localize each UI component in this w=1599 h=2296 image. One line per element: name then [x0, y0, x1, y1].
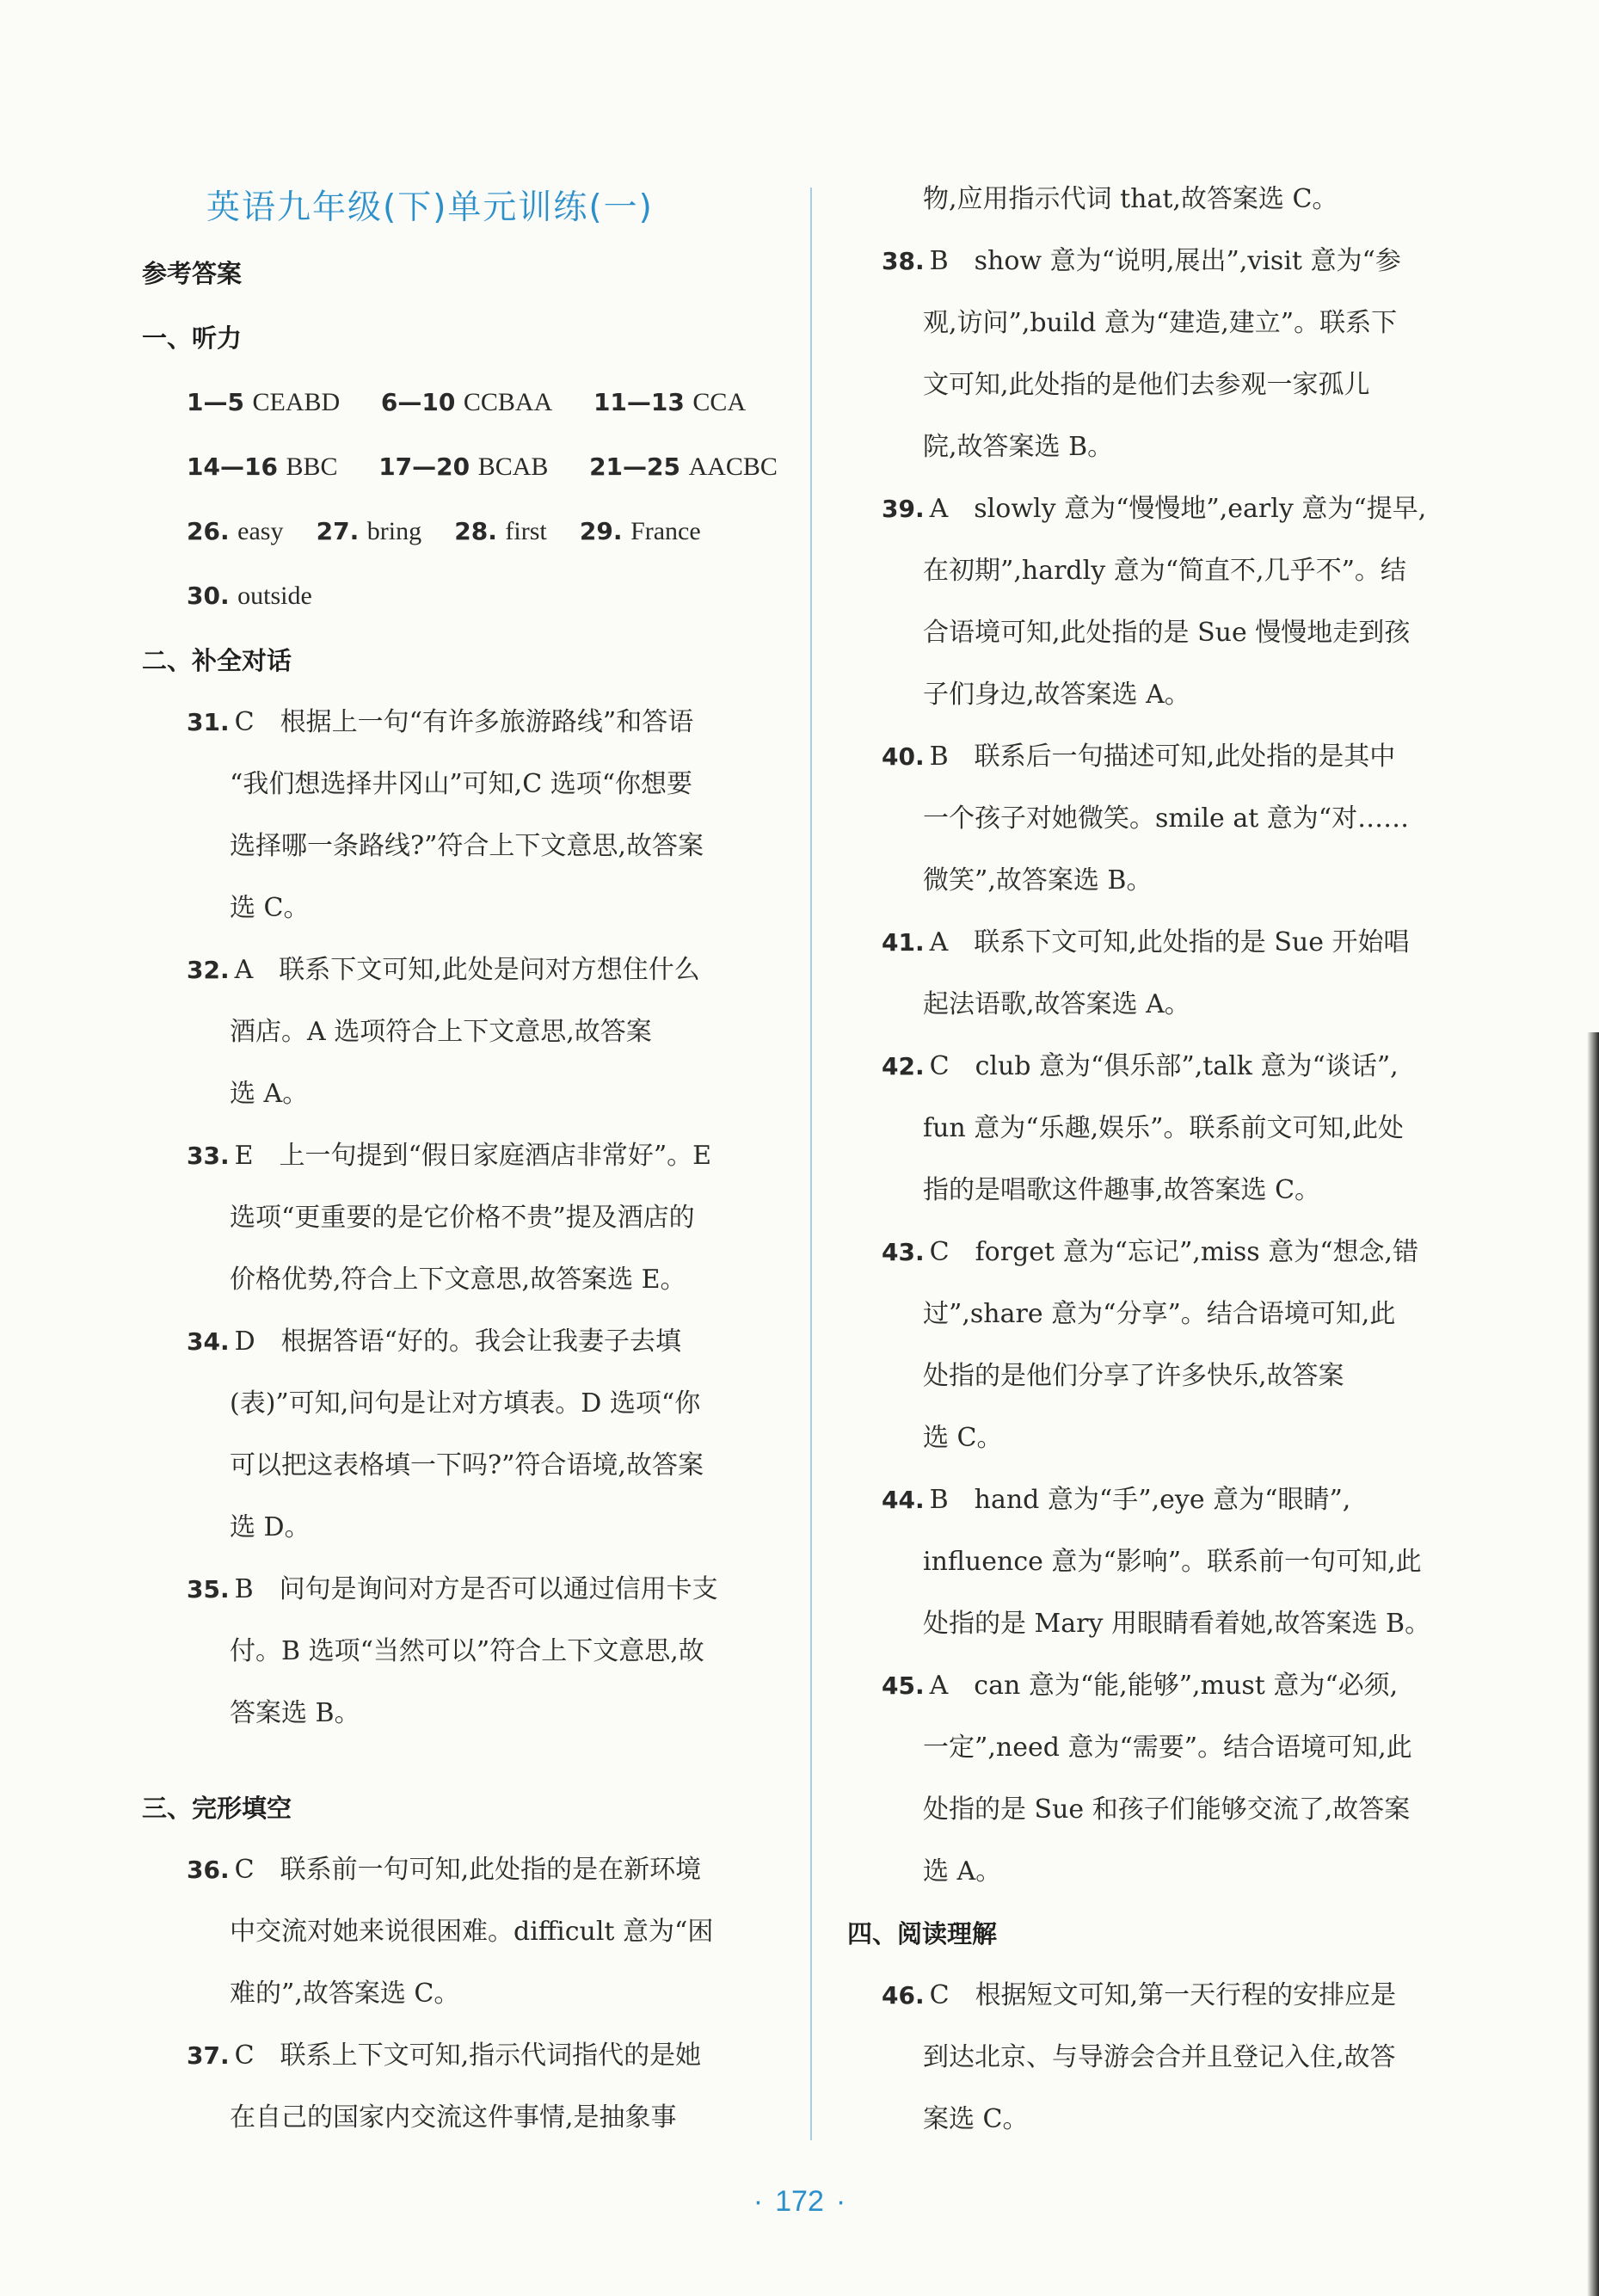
answer-text: B 问句是询问对方是否可以通过信用卡支 [234, 1574, 718, 1604]
question-number: 36. [187, 1856, 230, 1884]
question-number: 39. [882, 495, 925, 523]
answer-line: fun 意为“乐趣,娱乐”。联系前文可知,此处 [923, 1113, 1405, 1143]
listening-row: 1—5 CEABD 6—10 CCBAA 11—13 CCA [187, 388, 747, 416]
answer-line: influence 意为“影响”。联系前一句可知,此 [923, 1547, 1422, 1577]
answer-text: B show 意为“说明,展出”,visit 意为“参 [929, 246, 1401, 276]
answer-line: 处指的是 Mary 用眼睛看着她,故答案选 B。 [923, 1609, 1431, 1639]
question-number: 34. [187, 1327, 230, 1356]
answer-line [187, 1325, 681, 1359]
answer-line: 选 C。 [923, 1423, 1003, 1453]
answer-line [187, 1853, 701, 1887]
answer-line [187, 953, 700, 988]
question-number: 45. [882, 1671, 925, 1700]
answer-line [882, 1483, 1350, 1517]
answer-text: C 联系前一句可知,此处指的是在新环境 [234, 1855, 702, 1885]
answer-text: A 联系下文可知,此处是问对方想住什么 [234, 955, 700, 985]
answer-line: 选 C。 [230, 893, 310, 923]
answer-text: A can 意为“能,能够”,must 意为“必须, [929, 1671, 1399, 1701]
listening-row: 26. easy 27. bring 28. first 29. France [187, 517, 701, 545]
answer-line: 一定”,need 意为“需要”。结合语境可知,此 [923, 1733, 1412, 1763]
answer-line: 中交流对她来说很困难。difficult 意为“困 [230, 1917, 714, 1947]
answer-line: 案选 C。 [923, 2104, 1029, 2134]
answer-line [882, 492, 1426, 526]
answer-text: C forget 意为“忘记”,miss 意为“想念,错 [929, 1237, 1419, 1267]
answer-line: 处指的是 Sue 和孩子们能够交流了,故答案 [923, 1794, 1411, 1825]
answer-line: 合语境可知,此处指的是 Sue 慢慢地走到孩 [923, 618, 1411, 648]
reference-answers-heading: 参考答案 [142, 259, 243, 288]
answer-line [187, 1139, 711, 1173]
answer-text: B hand 意为“手”,eye 意为“眼睛”, [929, 1485, 1351, 1515]
answer-line: 处指的是他们分享了许多快乐,故答案 [923, 1361, 1344, 1391]
answer-line: 选项“更重要的是它价格不贵”提及酒店的 [230, 1203, 695, 1233]
question-number: 46. [882, 1981, 925, 2010]
answer-text: C 根据短文可知,第一天行程的安排应是 [929, 1980, 1397, 2010]
answer-line: 起法语歌,故答案选 A。 [923, 989, 1190, 1019]
answer-line: 到达北京、与导游会合并且登记入住,故答 [923, 2042, 1396, 2072]
question-number: 33. [187, 1142, 230, 1170]
answer-line: 过”,share 意为“分享”。结合语境可知,此 [923, 1299, 1396, 1329]
column-divider [810, 188, 812, 2140]
section-listening-heading: 一、听力 [142, 323, 243, 353]
answer-text: C club 意为“俱乐部”,talk 意为“谈话”, [929, 1051, 1399, 1081]
question-number: 44. [882, 1486, 925, 1514]
answer-line [882, 1979, 1396, 2013]
answer-line: 付。B 选项“当然可以”符合上下文意思,故 [230, 1636, 704, 1666]
answer-line: 选择哪一条路线?”符合上下文意思,故答案 [230, 831, 704, 861]
answer-line: 选 A。 [923, 1856, 1002, 1887]
answer-line [882, 244, 1401, 279]
continuation-line: 物,应用指示代词 that,故答案选 C。 [923, 184, 1338, 214]
answer-text: E 上一句提到“假日家庭酒店非常好”。E [234, 1141, 712, 1171]
answer-line [187, 1573, 718, 1607]
answer-line: 可以把这表格填一下吗?”符合语境,故答案 [230, 1450, 704, 1480]
listening-row: 14—16 BBC 17—20 BCAB 21—25 AACBC [187, 452, 778, 481]
question-number: 31. [187, 708, 230, 736]
answer-line [882, 1235, 1418, 1270]
answer-line: 文可知,此处指的是他们去参观一家孤儿 [923, 370, 1370, 400]
answer-line: 一个孩子对她微笑。smile at 意为“对…… [923, 803, 1410, 834]
answer-text: D 根据答语“好的。我会让我妻子去填 [234, 1327, 681, 1357]
answer-line [882, 740, 1395, 774]
question-number: 42. [882, 1052, 925, 1080]
answer-line: 微笑”,故答案选 B。 [923, 865, 1153, 896]
answer-text: B 联系后一句描述可知,此处指的是其中 [929, 742, 1396, 772]
page-number: · 172 · [753, 2185, 846, 2218]
question-number: 37. [187, 2041, 230, 2070]
section-dialogue-heading: 二、补全对话 [142, 646, 292, 675]
answer-line [187, 705, 693, 740]
answer-line: 酒店。A 选项符合上下文意思,故答案 [230, 1017, 652, 1047]
answer-line [882, 1050, 1399, 1084]
scan-edge-shadow [1587, 1032, 1599, 2296]
answer-line: “我们想选择井冈山”可知,C 选项“你想要 [230, 769, 693, 799]
answer-line: 选 D。 [230, 1512, 311, 1542]
answer-line: 难的”,故答案选 C。 [230, 1979, 460, 2009]
answer-line: 选 A。 [230, 1079, 309, 1109]
answer-line: (表)”可知,问句是让对方填表。D 选项“你 [230, 1388, 701, 1419]
answer-line: 子们身边,故答案选 A。 [923, 680, 1190, 710]
question-number: 35. [187, 1575, 230, 1604]
answer-line: 价格优势,符合上下文意思,故答案选 E。 [230, 1265, 686, 1295]
answer-text: A 联系下文可知,此处指的是 Sue 开始唱 [929, 927, 1410, 957]
answer-text: C 根据上一句“有许多旅游路线”和答语 [234, 707, 694, 737]
answer-line [882, 1669, 1398, 1703]
answer-line [187, 2039, 701, 2073]
answer-line: 在初期”,hardly 意为“简直不,几乎不”。结 [923, 556, 1406, 586]
listening-row: 30. outside [187, 582, 312, 610]
answer-line: 观,访问”,build 意为“建造,建立”。联系下 [923, 308, 1398, 338]
answer-line: 在自己的国家内交流这件事情,是抽象事 [230, 2102, 677, 2133]
answer-text: A slowly 意为“慢慢地”,early 意为“提早, [929, 494, 1427, 524]
answer-line: 答案选 B。 [230, 1698, 360, 1728]
answer-line: 院,故答案选 B。 [923, 432, 1114, 462]
question-number: 41. [882, 928, 925, 957]
answer-text: C 联系上下文可知,指示代词指代的是她 [234, 2041, 702, 2071]
answer-line: 指的是唱歌这件趣事,故答案选 C。 [923, 1175, 1321, 1205]
question-number: 38. [882, 247, 925, 275]
question-number: 40. [882, 742, 925, 771]
section-reading-heading: 四、阅读理解 [847, 1919, 998, 1948]
question-number: 32. [187, 956, 230, 984]
section-cloze-heading: 三、完形填空 [142, 1794, 292, 1823]
answer-line [882, 926, 1410, 960]
question-number: 43. [882, 1238, 925, 1266]
page-title: 英语九年级(下)单元训练(一) [206, 188, 654, 227]
